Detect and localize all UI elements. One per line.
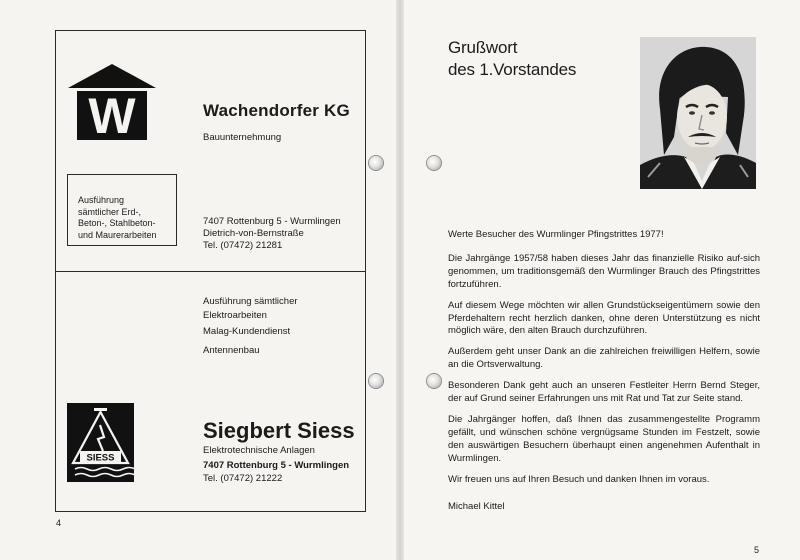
- scope-line: sämtlicher Erd-,: [78, 206, 142, 217]
- portrait-photo: [640, 37, 756, 189]
- ad-divider: [55, 271, 366, 272]
- svg-text:SIESS: SIESS: [86, 452, 115, 464]
- right-page: [400, 0, 800, 560]
- company-trade: Bauunternehmung: [203, 132, 282, 143]
- phone-line: Tel. (07472) 21281: [203, 240, 283, 251]
- scope-line: Ausführung: [78, 195, 125, 205]
- service-line: Malag-Kundendienst: [203, 326, 291, 337]
- scope-line: Beton-, Stahlbeton-: [78, 218, 156, 228]
- letter-paragraph: Außerdem geht unser Dank an die zahlreichen freiwilligen Helfern, sowie an die Ortsverwaltung.: [448, 346, 760, 371]
- address-line: Dietrich-von-Bernstraße: [203, 228, 304, 239]
- binder-hole: [427, 374, 441, 388]
- siess-logo: [67, 403, 134, 482]
- binder-hole: [369, 156, 383, 170]
- page-title: Grußwort: [448, 38, 518, 57]
- company-name-wachendorfer: Wachendorfer KG: [203, 101, 350, 120]
- binder-hole: [369, 374, 383, 388]
- letter-paragraph: Die Jahrgänger hoffen, daß Ihnen das zusammengestellte Programm gefällt, und wünschen schöne vergnügsame Stunden im Festzelt, sowie den auswärtigen Besuchern überhaupt einen angenehmen Aufenthalt in Wurmlingen.: [448, 413, 760, 464]
- greeting: Werte Besucher des Wurmlinger Pfingstrittes 1977!: [448, 229, 664, 240]
- company-trade: Elektrotechnische Anlagen: [203, 445, 315, 456]
- page-number: 4: [56, 518, 62, 528]
- service-line: Elektroarbeiten: [203, 310, 267, 321]
- svg-text:W: W: [88, 88, 136, 144]
- wachendorfer-logo: [68, 64, 156, 144]
- letter-body: [448, 229, 760, 521]
- service-line: Ausführung sämtlicher: [203, 296, 298, 307]
- phone-line: Tel. (07472) 21222: [203, 473, 283, 484]
- signature: Michael Kittel: [448, 500, 505, 512]
- letter-paragraph: Besonderen Dank geht auch an unseren Festleiter Herrn Bernd Steger, der auf Grund seiner Erfahrungen uns mit Rat und Tat zur Seite stand.: [448, 380, 760, 405]
- binder-hole: [427, 156, 441, 170]
- scope-box: [67, 174, 177, 246]
- book-gutter: [396, 0, 404, 560]
- address-line: 7407 Rottenburg 5 - Wurmlingen: [203, 216, 341, 227]
- address-line: 7407 Rottenburg 5 - Wurmlingen: [203, 460, 350, 471]
- letter-paragraph: Die Jahrgänge 1957/58 haben dieses Jahr das finanzielle Risiko auf-sich genommen, um traditionsgemäß den Wurmlinger Brauch des Pfingstrittes fortzuführen.: [448, 252, 760, 290]
- page-number: 5: [754, 545, 760, 555]
- page-title: des 1.Vorstandes: [448, 60, 577, 79]
- scope-line: und Maurerarbeiten: [78, 229, 157, 240]
- letter-paragraph: Auf diesem Wege möchten wir allen Grundstückseigentümern sowie den Pferdehaltern recht herzlich danken, ohne deren Unterstützung es nicht möglich wäre, den alten Brauch durchzuführen.: [448, 299, 760, 337]
- service-line: Antennenbau: [203, 345, 260, 356]
- company-name-siess: Siegbert Siess: [203, 418, 355, 443]
- letter-paragraph: Wir freuen uns auf Ihren Besuch und danken Ihnen im voraus.: [448, 473, 710, 485]
